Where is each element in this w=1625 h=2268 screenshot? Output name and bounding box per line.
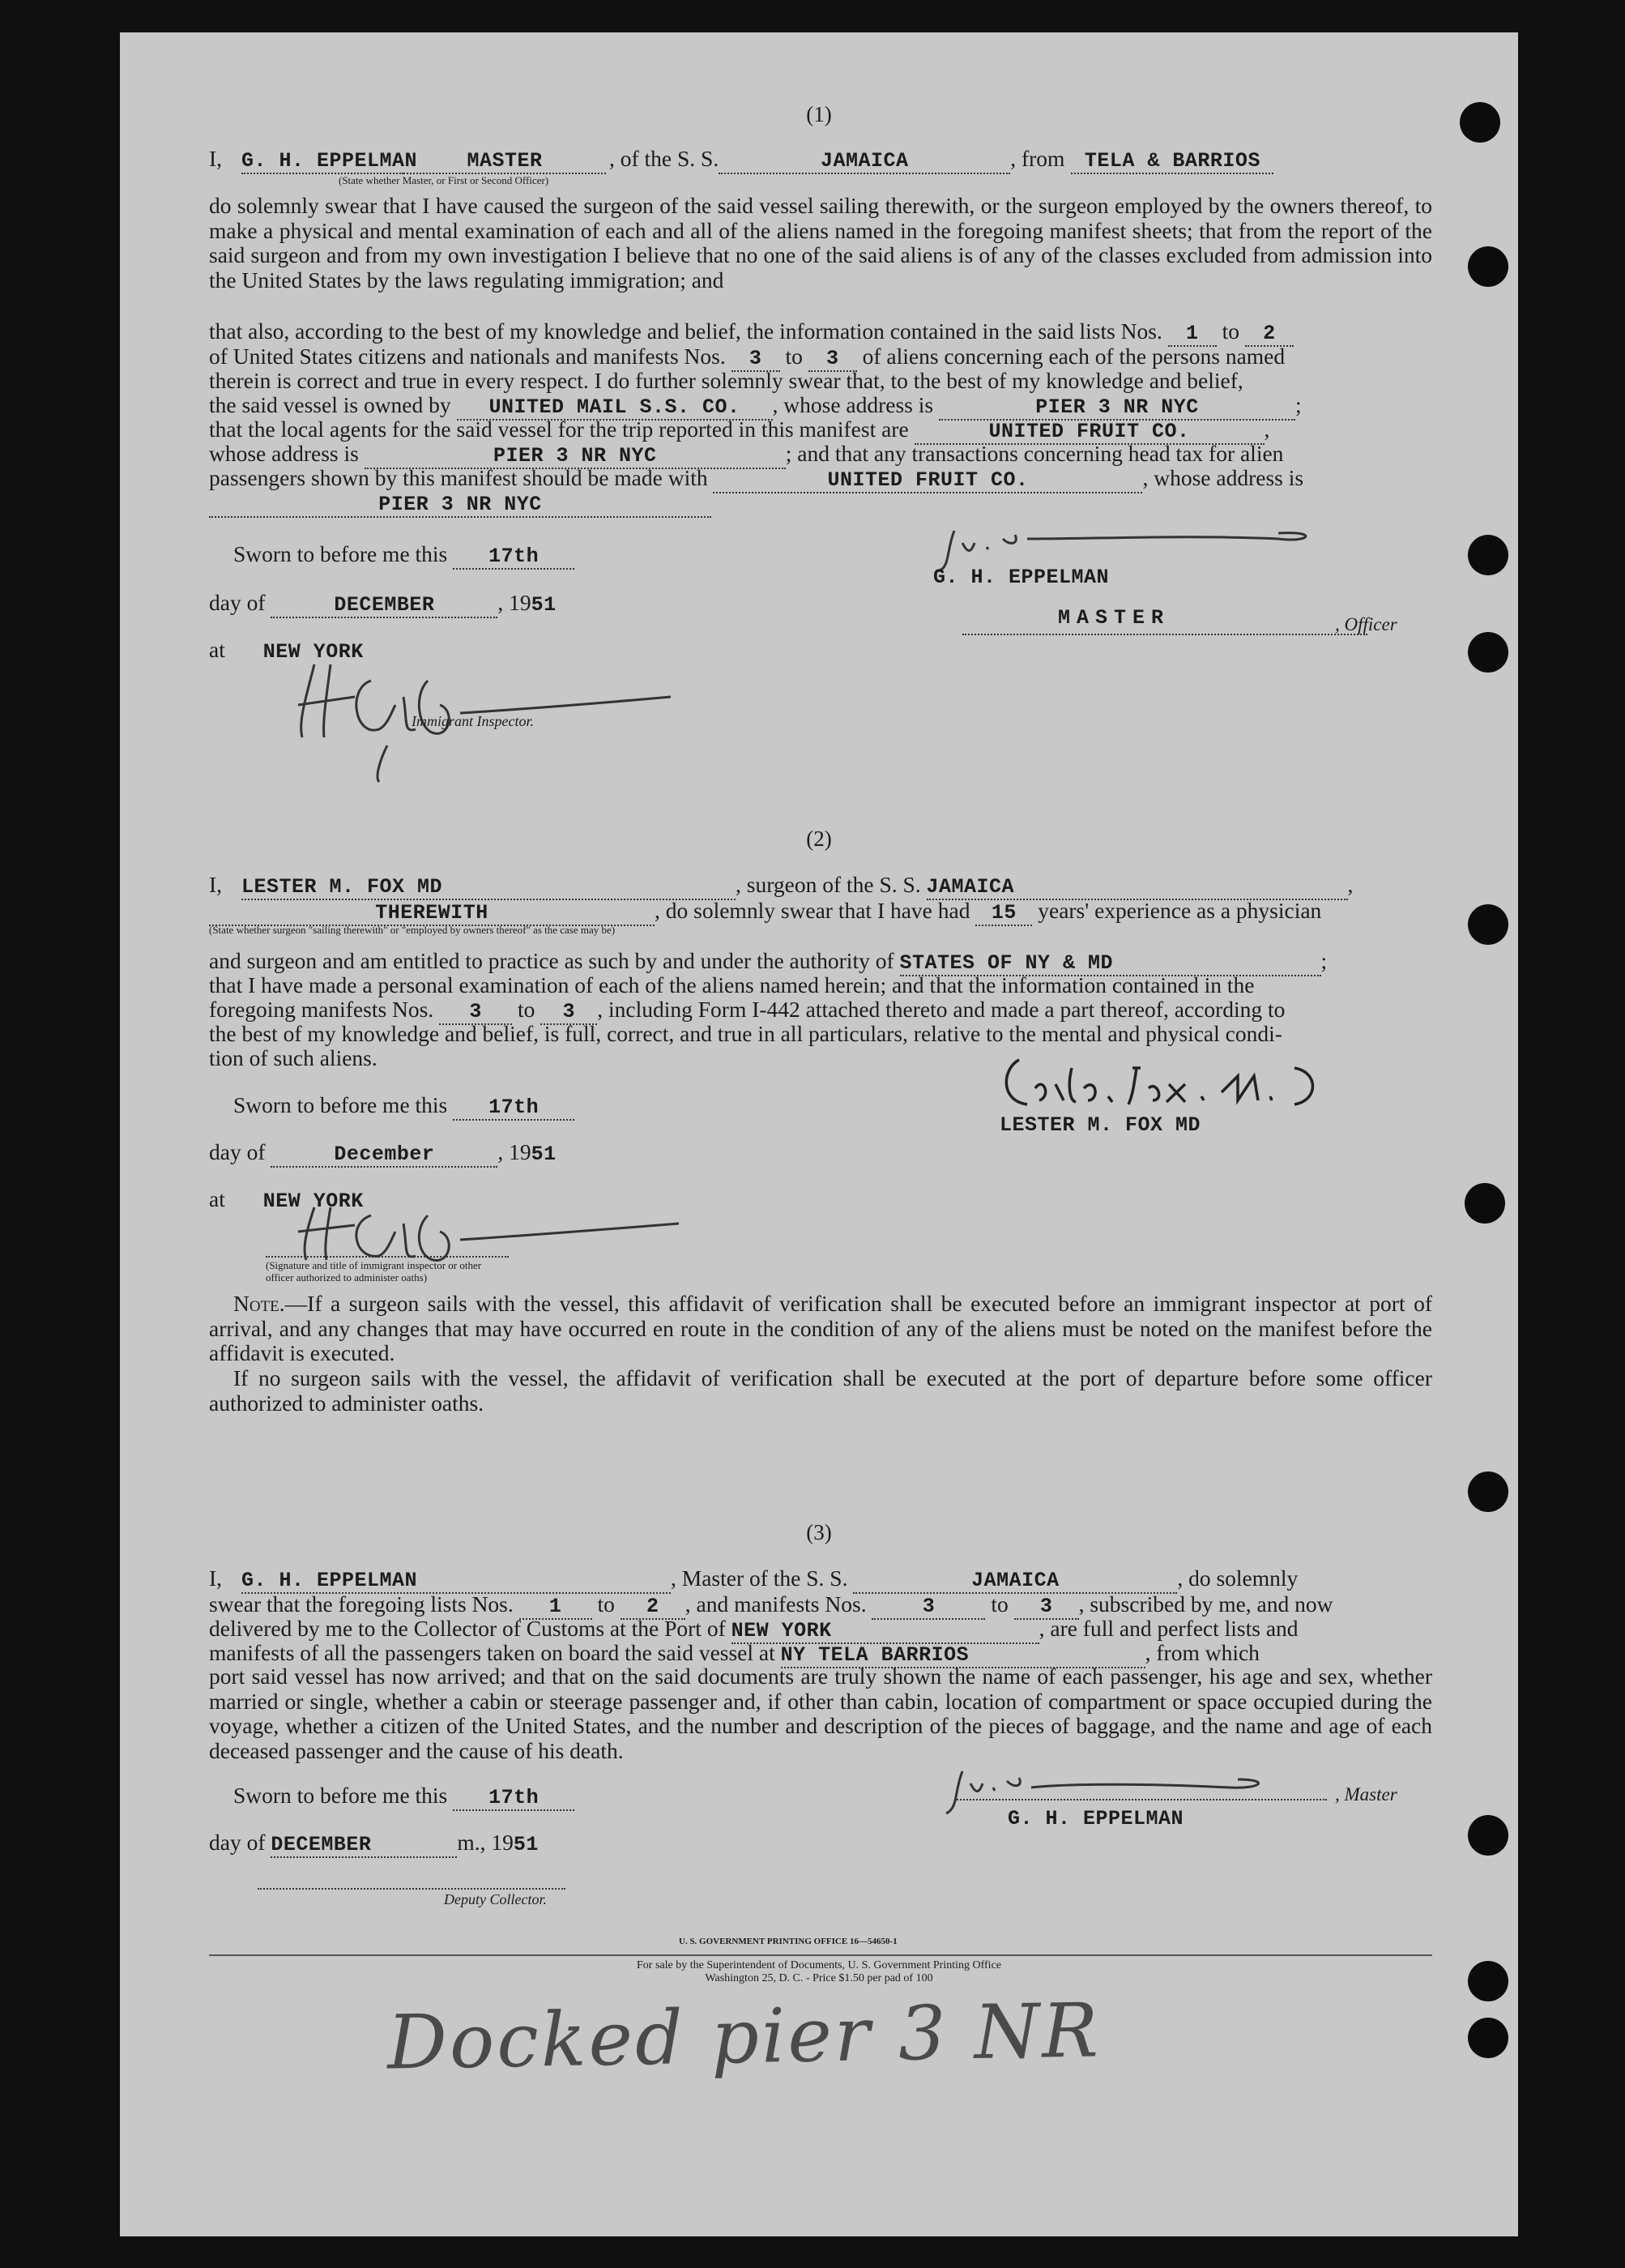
s1-at-line: at NEW YORK xyxy=(209,637,364,664)
s3-sworn-day: 17th xyxy=(453,1787,574,1811)
s1-agent-line: that the local agents for the said vessel for the trip reported in this manifest are UNITED FRUIT CO. , xyxy=(209,416,1270,443)
section-number-1: (1) xyxy=(806,102,832,126)
s1-master-title: MASTER xyxy=(403,150,606,174)
s3-vessel: JAMAICA xyxy=(853,1570,1177,1594)
s2-examination-line: that I have made a personal examination of each of the aliens named herein; and that the information contained in the xyxy=(209,972,1255,997)
s3-manifest-from: 3 xyxy=(872,1595,985,1620)
s1-from-port: TELA & BARRIOS xyxy=(1071,150,1273,174)
s3-port-line: delivered by me to the Collector of Customs at the Port of NEW YORK , are full and perfect lists and xyxy=(209,1616,1299,1642)
surgeon-signature xyxy=(995,1052,1432,1117)
s1-correct-line: therein is correct and true in every respect. I do further solemnly swear that, to the best of my knowledge and belief, xyxy=(209,368,1243,393)
s3-sworn-year: 51 xyxy=(513,1833,539,1856)
s1-officer-label: , Officer xyxy=(1335,614,1397,634)
s1-sworn-year: 51 xyxy=(531,593,557,617)
s1-owner-line: the said vessel is owned by UNITED MAIL S.S. CO. , whose address is PIER 3 NR NYC ; xyxy=(209,392,1302,419)
manifest-page xyxy=(120,32,1518,2236)
s2-sworn-day: 17th xyxy=(453,1096,574,1121)
s1-agent: UNITED FRUIT CO. xyxy=(915,421,1265,445)
s1-officer-line xyxy=(962,634,1367,635)
s1-sworn-month: DECEMBER xyxy=(271,594,497,618)
gpo-imprint: U. S. GOVERNMENT PRINTING OFFICE 16—54650-1 xyxy=(679,1937,898,1946)
s3-list-from: 1 xyxy=(519,1595,592,1620)
binder-hole xyxy=(1468,632,1508,673)
s1-agent-address-line: whose address is PIER 3 NR NYC ; and that any transactions concerning head tax for alien xyxy=(209,441,1284,468)
s1-paragraph: do solemnly swear that I have caused the surgeon of the said vessel sailing therewith, or the surgeon employed by the owners thereof, to make a physical and mental examination of each and all of the aliens named in the foregoing manifest sheets; that from the report of the said surgeon and from my own investigation I believe that no one of the said aliens is of any of the classes excluded from admission into the United States by the laws regulating immigration; and xyxy=(209,193,1432,293)
s1-master-name: G. H. EPPELMAN xyxy=(241,149,418,173)
handwritten-note: Docked pier 3 NR xyxy=(386,1987,1102,2086)
s3-header-line: I, G. H. EPPELMAN , Master of the S. S. JAMAICA , do solemnly xyxy=(209,1565,1299,1592)
s2-note-label: Note. xyxy=(233,1291,285,1316)
binder-hole xyxy=(1468,535,1508,575)
s2-manifest-from: 3 xyxy=(439,1001,512,1025)
s2-status-hint: (State whether surgeon "sailing therewith" or "employed by owners thereof" as the case may be) xyxy=(209,924,616,936)
s1-list-from: 1 xyxy=(1168,322,1217,347)
s1-vessel: JAMAICA xyxy=(719,150,1010,174)
s1-list-to: 2 xyxy=(1245,322,1294,347)
s2-note: Note.—If a surgeon sails with the vessel, this affidavit of verification shall be executed before an immigrant inspector at port of arrival, and any changes that may have occurred en route in the condition of any of the aliens must be noted on the manifest before the affidavit is executed. xyxy=(209,1291,1432,1365)
s3-master-name: G. H. EPPELMAN xyxy=(241,1570,671,1594)
binder-hole xyxy=(1468,1815,1508,1856)
s2-status-line: THEREWITH , do solemnly swear that I have had 15 years' experience as a physician xyxy=(209,898,1432,926)
s1-header-line: I, G. H. EPPELMAN MASTER , of the S. S. JAMAICA , from TELA & BARRIOS xyxy=(209,146,1432,174)
s3-master-label: , Master xyxy=(1335,1784,1397,1805)
s2-sworn-month: December xyxy=(271,1143,497,1168)
s3-ports-of-embarkation: NY TELA BARRIOS xyxy=(781,1644,1145,1668)
binder-hole xyxy=(1468,1471,1508,1512)
s1-owner: UNITED MAIL S.S. CO. xyxy=(457,396,773,421)
s1-tax-address-line xyxy=(209,489,711,518)
binder-hole xyxy=(1468,904,1508,945)
s1-manifest-from: 3 xyxy=(731,348,780,372)
s3-date-line: day of DECEMBER m., 1951 xyxy=(209,1830,539,1856)
s1-manifest-to: 3 xyxy=(808,348,857,372)
s2-belief-line: the best of my knowledge and belief, is full, correct, and true in all particulars, relative to the mental and physical condi- xyxy=(209,1021,1282,1046)
s2-authority-line: and surgeon and am entitled to practice as such by and under the authority of STATES OF NY & MD ; xyxy=(209,948,1328,975)
s3-sworn-line: Sworn to before me this 17th xyxy=(233,1783,574,1811)
sale-notice: For sale by the Superintendent of Documents, U. S. Government Printing Office Washington 25, D. C. - Price $1.50 per pad of 100 xyxy=(637,1959,1001,1984)
s1-signer-title: MASTER xyxy=(1058,606,1171,630)
s2-surgeon-name: LESTER M. FOX MD xyxy=(241,876,736,900)
s3-collector-line xyxy=(258,1888,565,1890)
s2-place: NEW YORK xyxy=(262,1190,364,1213)
s2-inspector-hint: (Signature and title of immigrant inspector or other officer authorized to administer oaths) xyxy=(266,1256,509,1283)
s1-place: NEW YORK xyxy=(262,640,364,664)
s2-condition-line: tion of such aliens. xyxy=(209,1045,377,1070)
s3-ports-line: manifests of all the passengers taken on board the said vessel at NY TELA BARRIOS , from which xyxy=(209,1640,1260,1667)
s3-lists-line: swear that the foregoing lists Nos. 1 to 2 , and manifests Nos. 3 to 3 , subscribed by me, and now xyxy=(209,1591,1333,1618)
s3-manifest-to: 3 xyxy=(1014,1595,1079,1620)
binder-hole xyxy=(1465,1183,1505,1224)
s2-vessel: JAMAICA xyxy=(927,876,1348,900)
s2-status: THEREWITH xyxy=(209,902,655,926)
s3-port: NEW YORK xyxy=(731,1620,1039,1644)
s2-header-line: I, LESTER M. FOX MD , surgeon of the S. S. JAMAICA , xyxy=(209,872,1354,899)
s2-authority: STATES OF NY & MD xyxy=(900,952,1321,976)
s1-tax-address: PIER 3 NR NYC xyxy=(209,493,711,518)
s1-signer-name: G. H. EPPELMAN xyxy=(933,566,1110,589)
s2-manifest-to: 3 xyxy=(540,1001,597,1025)
s1-manifests-line: of United States citizens and nationals and manifests Nos. 3 to 3 of aliens concerning each of the persons named xyxy=(209,344,1286,370)
s3-paragraph: port said vessel has now arrived; and that on the said documents are truly shown the name of each passenger, his age and sex, whether married or single, whether a cabin or steerage passenger and, if other than cabin, location of compartment or space occupied during the voyage, whether a citizen of the United States, and the number and description of the pieces of baggage, and the name and age of each deceased passenger and the cause of his death. xyxy=(209,1664,1432,1763)
s3-master-sig-line xyxy=(954,1799,1327,1800)
s1-tax-line: passengers shown by this manifest should be made with UNITED FRUIT CO. , whose address is xyxy=(209,465,1304,492)
s3-list-to: 2 xyxy=(621,1595,685,1620)
s2-years: 15 xyxy=(975,902,1032,926)
s1-tax-agent: UNITED FRUIT CO. xyxy=(713,469,1142,493)
s1-agent-address: PIER 3 NR NYC xyxy=(365,445,786,469)
s2-sworn-year: 51 xyxy=(531,1143,557,1166)
s1-date-line: day of DECEMBER , 1951 xyxy=(209,590,557,617)
s2-sworn-line: Sworn to before me this 17th xyxy=(233,1092,574,1121)
s3-sworn-month: DECEMBER xyxy=(271,1834,457,1858)
s2-at-line: at NEW YORK xyxy=(209,1186,364,1213)
s3-collector-label: Deputy Collector. xyxy=(444,1891,547,1907)
binder-hole xyxy=(1468,2018,1508,2058)
binder-hole xyxy=(1468,246,1508,287)
s1-title-hint: (State whether Master, or First or Second Officer) xyxy=(339,174,549,186)
s1-inspector-label: Immigrant Inspector. xyxy=(412,713,534,729)
footer-rule xyxy=(209,1954,1432,1956)
s2-date-line: day of December , 1951 xyxy=(209,1139,557,1166)
s1-owner-address: PIER 3 NR NYC xyxy=(939,396,1295,421)
section-number-3: (3) xyxy=(806,1520,832,1544)
s1-sworn-day: 17th xyxy=(453,545,574,570)
s3-signer-name: G. H. EPPELMAN xyxy=(1008,1807,1184,1830)
s2-note-second: If no surgeon sails with the vessel, the affidavit of verification shall be executed at the port of departure before some officer authorized to administer oaths. xyxy=(209,1365,1432,1416)
section-number-2: (2) xyxy=(806,826,832,851)
s1-lists-line: that also, according to the best of my knowledge and belief, the information contained in the said lists Nos. 1 to 2 xyxy=(209,318,1432,347)
s2-signer-name: LESTER M. FOX MD xyxy=(1000,1113,1201,1137)
s2-manifests-line: foregoing manifests Nos. 3 to 3 , including Form I-442 attached thereto and made a part thereof, according to xyxy=(209,997,1286,1023)
s1-sworn-line: Sworn to before me this 17th xyxy=(233,541,574,570)
